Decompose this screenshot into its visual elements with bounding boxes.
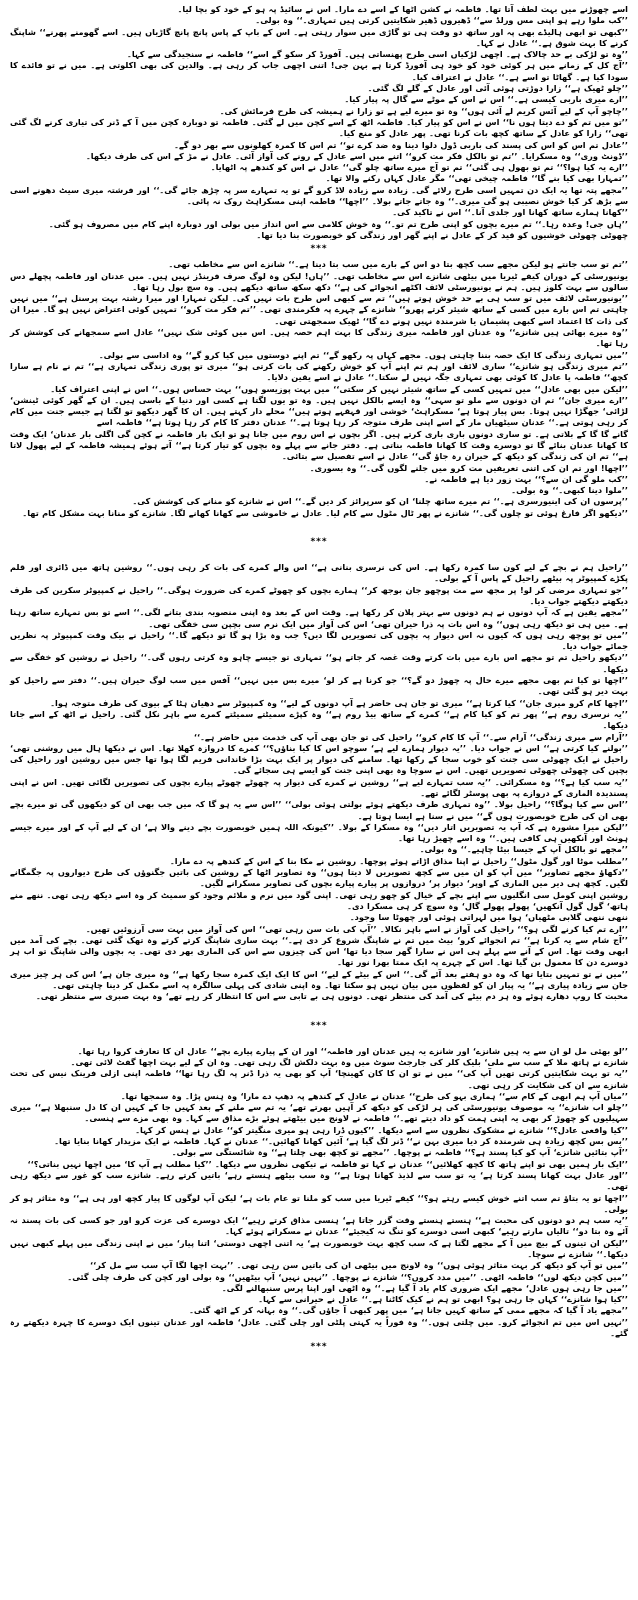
paragraph: ’’مجھے یقین ہے کہ آپ دونوں نے ہم دونوں سے بہتر پلان کر رکھا ہے۔ وقت اس کے بعد وہ اپنی منصوبہ بندی بتانے لگی۔‘‘ اسے تو بس تمہارے ساتھ رہنا ہے۔ میں ہی تو دیکھ رہی ہوں‘‘ وہ اس بات پہ ذرا حیران تھی‘ اس کی آواز میں ایک نرم سی بچپن سی خفگی تھی۔ [10,607,628,629]
paragraph: ’’چاچو آپ کے لیے آئس کریم لے آئی ہوں‘‘ وہ تو میرے لیے ہے تو زارا نے ہمیشہ کی طرح فرمائش کی۔ [219,105,628,116]
paragraph: ’’میں کچن دیکھ لوں‘‘ فاطمہ اٹھی۔ ’’میں مدد کروں؟‘‘ شانزے نے پوچھا۔ ’’نہیں نہیں‘ آپ بیٹھیں‘‘ وہ بولی اور کچن کی طرف چلی گئی۔ [67,1271,628,1282]
paragraph: ’’میں تو آپ کو دیکھ کر بہت متاثر ہوئی ہوں‘‘ وہ لاونج میں بیٹھی ان کی باتیں سن رہی تھی۔ ’’بہت اچھا لگا آپ سب سے مل کر‘‘ [89,1260,628,1271]
paragraph: گانے گا گا کے بلاتی ہے۔ تو ساری دونوں باری باری کرتے ہیں۔ اگر بچوں نے اس روم میں جانا ہو تو ایک بار فاطمہ نے کچن گی اگلی بار عدنان‘ ایک وقت کا کھانا عدنان بنائے گا تو دوسرے وقت کا کھانا فاطمہ بناتی ہے۔ دفتر جانے سے پہلے وہ بچوں کو تیار کرتا ہے‘‘ آتے ہوئے ہمیشہ فاطمہ کے لیے پھول لاتا ہے‘‘ تم ان کی زندگی کو دیکھ کے حیران رہ جاؤ گی‘‘ عادل نے اسے تفصیل سے بتائی۔ [10,428,628,462]
story-section-3 [10,562,628,1003]
paragraph: ’’ڈونٹ وری‘‘ وہ مسکرایا۔ ’’تم تو بالکل فکر مت کرو‘‘ اتنے میں اسے عادل کے رونے کی آواز آئی۔ عادل نے مڑ کے اس کی طرف دیکھا۔ [86,150,628,161]
paragraph: ’’اچھا! اور تم ان کی اتنی تعریفیں مت کرو میں جلنے لگوں گی۔‘‘ وہ بسوری۔ [309,462,628,473]
paragraph: ’’میں جا رہی ہوں عادل‘ مجھے ایک ضروری کام یاد آ گیا ہے۔‘‘ وہ اٹھی اور اپنا پرس سنبھالنے لگی۔ [221,1282,628,1293]
paragraph: ’’لو بھئی مل لو ان سے یہ ہیں شانزے‘ اور شانزے یہ ہیں عدنان اور فاطمہ‘‘ اور ان کے پیارے پیارے بچے‘‘ عادل ان کا تعارف کروا رہا تھا۔ [77,1045,628,1056]
story-section-4 [10,1046,628,1340]
section-separator: *** [310,537,328,548]
paragraph: ’’ارے میری باربی کیسی ہے۔‘‘ اس نے اس کے موٹے سے گال پہ پیار کیا۔ [344,94,628,105]
paragraph: محبت کا روپ دھارے ہوئے وہ ہر دم بیٹے کی آمد کی منتظر تھی۔ دونوں ہی بے تابی سے اس کا انتظار کر رہے تھے‘ وہ بہت صبری سے منتظر تھی۔ [35,991,628,1002]
paragraph: ’’آج کل کے زمانے میں ہر کوئی خود کو خود ہی آفورڈ کرتا ہے بہن جی! اتنی اچھی جاب کر رہی ہے۔ والدین کی بھی اکلوتی ہے۔ میں نے تو فائدے کا سودا کیا ہے۔ گھاٹا تو اسے ہے۔‘‘ عادل نے اعتراف کیا۔ [10,60,628,82]
story-section-1 [10,4,628,241]
paragraph: ’’وہ میرے بھائی ہیں شانزے‘‘ وہ عدنان اور فاطمہ میری زندگی کا بہت اہم حصہ ہیں۔ اس میں کوئی شک نہیں‘‘ عادل اسے سمجھانے کی کوشش کر رہا تھا۔ [10,327,628,349]
paragraph: ’’مجھے یاد آ گیا کہ مجھے ممی کے ساتھ کہیں جانا ہے‘ میں پھر کبھی آ جاؤں گی۔‘‘ وہ بہانہ کر کے اٹھ گئی۔ [189,1305,628,1316]
paragraph: ’’یہ سب کیا ہے؟‘‘ وہ مسکرائی۔ ’’یہ سب تمہارے لیے ہے‘‘ روشین نے کمرے کی دیوار پہ چھوٹے چھوٹے پیارے بچوں کی تصویریں لگائی تھیں۔ اس نے اپنی پسندیدہ الماری کے دروازے پہ بھی پوسٹر لگائے تھے۔ [10,776,628,798]
paragraph: ’’دیکھو راحیل تم تو مجھے اس بارے میں بات کرتے وقت غصہ کر جاتے ہو‘‘ تمہاری تو جیسے چاہو وہ کرتی رہوں گی۔‘‘ راحیل نے روشین کو خفگی سے دیکھا۔ [10,652,628,674]
paragraph: ’’راحیل ہم نے بچے کے لیے کون سا کمرہ رکھا ہے۔ اس کی نرسری بنانی ہے‘‘ اس والے کمرے کی بات کر رہی ہوں۔‘‘ روشین ہاتھ میں ڈائری اور قلم پکڑے کمپیوٹر پہ بیٹھے راحیل کے پاس آ کے بولی۔ [10,562,628,584]
paragraph: ’’نہیں اس میں تم انجوائے کرو۔ میں چلتی ہوں۔‘‘ وہ فوراً یہ کہتی پلٹی اور چلی گئی۔ عادل‘ فاطمہ اور عدنان تینوں ایک دوسرے کا چہرہ دیکھتے رہ گئے۔ [10,1316,628,1339]
paragraph: ’’میں نے تو تمہیں بتایا تھا کہ وہ دو ہفتے بعد آئے گی۔‘‘ اس کے بیٹے کے لیے‘‘ اس کا ایک ایک کمرہ سجا رکھا ہے‘‘ وہ میری جان ہے‘ اس کی ہر چیز میری جان سے زیادہ پیاری ہے‘‘ یہ پیار ان کو لفظوں میں بیان نہیں ہو سکتا تھا۔ وہ اپنی شادی کی پہلی سالگرہ پہ اسے مکمل کر دینا چاہتی تھی۔ [10,968,628,991]
paragraph: ’’اچھا تو کیا تم بھی مجھے میرے حال پہ چھوڑ دو گے؟‘‘ جو کرنا ہے کر لو‘ میرے بس میں نہیں‘‘ آفس میں سب لوگ حیران ہیں۔‘‘ دفتر سے راحیل کو بہت دیر ہو گئی تھی۔ [10,675,628,697]
paragraph: ’’اچھا تو یہ بتاؤ تم سب اتنے خوش کیسے رہتے ہو؟‘‘ کیفے ٹیریا میں سب کو ملنا تو عام بات ہے‘ لیکن آپ لوگوں کا پیار کچھ اور ہی ہے‘‘ وہ متاثر ہو کر بولی۔ [10,1192,628,1214]
paragraph: ’’کب ملوا رہے ہو اپنی مس ورلڈ سے‘‘ ڈھیروں ڈھیر شکایتیں کرتی ہیں تمہاری۔‘‘ وہ بولی۔ [255,15,628,26]
paragraph: ’’اچھا کام کرو میری جان‘‘ کیا کرتا ہے‘‘ میری تو جان ہی حاضر ہے آپ دونوں کے لیے‘‘ وہ کمپیوٹر سے دھیان ہٹا کے بیوی کی طرف متوجہ ہوا۔ [50,697,628,708]
paragraph: ’’پرسوں ان کی اینیورسری ہے۔‘‘ تم میرے ساتھ چلنا‘ ان کو سرپرائز کر دیں گے۔‘‘ اس نے شانزے کو منانے کی کوشش کی۔ [132,496,628,507]
paragraph: ’’لیکن ان تینوں کے بیچ میں آ کے مجھے لگتا ہے کہ سب کچھ بہت خوبصورت ہے‘ یہ اتنی اچھی دوستی‘ اتنا پیار‘ میں نے اپنی زندگی میں پہلے کبھی نہیں دیکھا۔‘‘ شانزے نے سوچا۔ [10,1237,628,1259]
paragraph: ’’بولنے کیا کرتی ہے‘‘ اس نے جواب دیا۔ ’’یہ دیوار ہمارے لیے ہے‘ سوچو اس کا کیا بناؤں؟‘‘ کمرے کا دروازہ کھلا تھا۔ اس نے دیکھا ہال میں روشنی تھی‘ راحیل نے ایک چھوٹی سی جنت کو خوب سجا کے رکھا تھا۔ سامنے کی دیوار پر ایک بہت بڑا خاندانی فریم لگا ہوا تھا جس میں روشین اور راحیل کی بچپن کی چھوٹی چھوٹی تصویریں تھیں۔ اس نے سوچا وہ بھی اپنی جنت کو ایسے ہی سجائے گی۔ [10,742,628,776]
section-separator: *** [310,1020,328,1031]
section-separator: *** [310,1342,328,1353]
paragraph: ’’اور عادل بہت کھانا پسند کرتا ہے‘ یہ تو سب سے لذیذ کھانا ہوتا ہے‘‘ وہ سب بیٹھے ہنستے رہے‘ باتیں کرتے رہے۔ شانزے سب کو غور سے دیکھ رہی تھی۔ [10,1169,628,1192]
paragraph: ’’جو تمہاری مرضی کر لو! پر مجھ سے مت پوچھو جان بوجھ کر‘‘ ہمارے بچوں کو چھوٹے کمرے کی ضرورت ہوگی۔‘‘ راحیل نے کمپیوٹر سکرین کی طرف دیکھتے دیکھتے جواب دیا۔ [10,584,628,606]
paragraph: ’’کبھی تو ابھی ہالیڈے بھی پہ اور ساتھ دو وقت ہی تو گاڑی میں سوار رہتی ہے۔ اس کے باپ کے پاس پانچ پانچ گاڑیاں ہیں۔ اسے گھومنے پھرنے‘‘ شاپنگ کرنے کا بہت شوق ہے۔‘‘ عادل نے کہا۔ [10,26,628,48]
section-separator: *** [310,244,328,255]
paragraph: اسے چھوڑنے میں بہت لطف آتا تھا۔ فاطمہ نے کشن اٹھا کے اسے دے مارا۔ اس نے سائیڈ پہ ہو کے خود کو بچا لیا۔ [177,4,628,14]
paragraph: ’’کیا واقعی عادل؟‘‘ شانزے نے مشکوک نظروں سے اسے دیکھا۔ ’’کیوں ڈرا رہی ہو میری منگیتر کو‘‘ عادل نے ہنس کر کہا۔ [135,1124,628,1135]
paragraph: ’’آرام سے میری زندگی‘‘ آرام سے۔‘‘ آپ کا کام کرو‘‘ راحیل کی تو جان بھی آپ کی خدمت میں حاضر ہے۔‘‘ [193,731,628,742]
paragraph: ’’یونیورسٹی لائف میں تو سب ہی بے حد خوش ہوتے ہیں‘‘ تم سے کبھی اس طرح بات نہیں کی۔ لیکن تمہارا اور میرا رشتہ بہت پرسنل ہے‘‘ میں نہیں چاہتی تم اس بارے میں کسی کے ساتھ شیئر کرتے پھرو‘‘ شانزے کے چہرے پہ فکرمندی تھی۔ ’’تم فکر مت کرو‘‘ تمہیں کوئی اعتراض نہیں ہو گا۔ میرا ان کی ذات کا اعتماد اسے کبھی پشیمان یا شرمندہ نہیں ہونے دے گا‘‘ ٹھیک سمجھتی تھی۔ [10,293,628,326]
paragraph: ’’دیکھو اگر فارغ ہوئی تو چلوں گی۔‘‘ شانزے نے پھر ٹال مٹول سے کام لیا۔ عادل نے خاموشی سے کھانا کھانے لگا۔ شانزے کو منانا بہت مشکل کام تھا۔ [22,507,628,518]
paragraph: ’’تم تو سب جانتے ہو لیکن مجھے سب کچھ بتا دو اس کے بارے میں سب بتا دینا ہے۔‘‘ شانزے اس سے مخاطب تھی۔ [168,259,628,270]
paragraph: ’’وہ تو لڑکی بے حد چالاک ہے۔ اچھی لڑکیاں اسی طرح پھنساتی ہیں۔ آفورڈ کر سکو گے اسے‘‘ فاطمہ نے سنجیدگی سے کہا۔ [127,49,628,60]
paragraph: ’’میں تو پوچھ رہی ہوں کہ کیوں نہ اس دیوار پہ بچوں کی تصویریں لگا دیں؟ جب وہ بڑا ہو گا تو دیکھے گا۔‘‘ راحیل نے بیک وقت کمپیوٹر پہ نظریں جمائے جواب دیا۔ [10,629,628,652]
paragraph: ’’یہ سب ہم دو دونوں کی محبت ہے‘‘ ہنستے ہنستے وقت گزر جاتا ہے‘ ہنسی مذاق کرتے رہیے‘‘ ایک دوسرے کی عزت کرو اور جو کسی کی بات پسند نہ آئے وہ بتا دو‘‘ تالیاں مارتے رہیے‘ کبھی اسی دوسرے کو تنگ نہ کیجیئے‘‘ عدنان نے مسکراتے ہوئے کہا۔ [10,1215,628,1237]
paragraph: ’’تمہارا بھی کیا بنے گا‘‘ فاطمہ چیخی تھی‘‘ مگر عادل کہاں رکنے والا تھا۔ [325,173,628,184]
paragraph: ’’آج شام سے یہ کرنا ہے‘‘ تم انجوائے کرو‘ بیٹ میں تم نے شاپنگ شروع کر دی ہے۔‘‘ بہت ساری شاپنگ کرتے کرتے وہ تھک گئی تھی۔ بچے کی آمد میں ابھی وقت تھا۔ اس کے آنے سے پہلے ہی اس نے سارا گھر سجا دیا تھا‘ اس کی چیزوں سے اس کی الماری بھر دی تھی۔ یہ بچوں والی شاپنگ تو اب ہر دوسرے دن کا معمول بن گیا تھا۔ اس کے چہرے پہ ایک ممتا بھرا نور تھا۔ [10,934,628,968]
paragraph: ’’لیکن میرا مشورہ ہے کہ آپ یہ تصویریں اتار دیں‘‘ وہ مسکرا کے بولا۔ ’’کیونکہ اللہ ہمیں خوبصورت بچے دینے والا ہے‘ ان کے لیے آپ کے اور میرے جیسے ہونٹ اور آنکھیں ہی کافی ہیں۔‘‘ وہ اسے چھیڑ رہا تھا۔ [10,821,628,844]
paragraph: ’’ارے تم کیا کرنے لگی ہو؟‘‘ راحیل کی آواز نے اسے باہر نکالا۔ ’’آپ کی بات سن رہی تھی‘‘ اس کی آواز میں بہت سی آرزوئیں تھیں۔ [85,923,628,934]
paragraph: ’’آپ بتائیں شانزے‘ آپ کو کیا پسند ہے؟‘‘ فاطمہ نے پوچھا۔ ’’مجھے تو کچھ بھی چلتا ہے‘‘ وہ شائستگی سے بولی۔ [171,1147,628,1158]
paragraph: ’’مطلب موٹا اور گول مٹول‘‘ راحیل نے اپنا مذاق اڑاتے ہوئے پوچھا۔ روشین نے مکا بنا کے اس کے کندھے پہ دے مارا۔ [169,855,628,866]
paragraph: ’’میاں آپ ہم ابھی کے کام سے‘‘ ہماری بہو کی طرح‘‘ عدنان نے عادل کے کندھے پہ دھپ دے مارا‘ وہ ہنس پڑا۔ وہ سمجھا تھا۔ [120,1090,628,1101]
paragraph: شانزے نے ہاتھ ملا کے سب سے ملی‘ بلیک کلر کی جارجٹ سوٹ میں وہ بہت دلکش لگ رہی تھی۔ وہ ان کے لیے بہت اچھا گفٹ لائی تھی۔ [70,1056,628,1067]
paragraph: ’’کیا ہوا شانزے‘‘ کہاں جا رہی ہو؟ ابھی تو ہم نے کیک کاٹنا ہے۔‘‘ عادل نے حیرانی سے کہا۔ [258,1294,628,1305]
paragraph: ’’عادل تم اس کو اس کی پسند کی باربی ڈول دلوا دینا وہ ضد کرے تو‘‘ تم اس کا کمرہ کھلونوں سے بھر دو گے۔ [174,139,628,150]
paragraph: روشین اپنی کومل سی انگلیوں سے اپنے بچے کے خیال کو چھو رہی تھی۔ اپنی گود میں نرم و ملائم وجود کو سمیٹ کر وہ اسے دیکھ رہی تھی۔ ننھے منے ہاتھ‘ گول گول آنکھیں‘ پھولے پھولے گال‘ وہ سوچ کر ہی مسکرا دی۔ [10,889,628,911]
paragraph: ’’مجھے پتہ تھا یہ ایک دن تمہیں اسی طرح رلائے گی۔ زیادہ سے زیادہ لاڈ کرو گے تو یہ تمہارے سر پہ چڑھ جائے گی۔‘‘ اور فرشتہ میری سیٹ دھونے اسی سے بڑھ کر کیا خوش نصیبی ہو گی میری۔‘‘ وہ جاتے جاتے بولا۔ ’’اچھا‘‘ فاطمہ اپنی مسکراہٹ روک نہ پائی۔ [10,184,628,207]
paragraph: ’’اس سے کیا ہوگا؟‘‘ راحیل بولا۔ ’’وہ تمہاری طرف دیکھتے ہوئے بولتی ہوئی بولی‘‘ ’’اس سے یہ ہو گا کہ میں جب بھی ان کو دیکھوں گی تو میرے بچے بھی ان کی طرح خوبصورت ہوں گے‘‘ میں نے سنا ہے ایسا ہوتا ہے۔ [10,799,628,821]
paragraph: ’’چلو اب شانزے‘‘ یہ موصوف یونیورسٹی کی ہر لڑکی کو دیکھ کر آہیں بھرتے تھے‘ یہ تم سے ملنے کے بعد کہیں جا کے کہیں ان کا دل سنبھلا ہے‘‘ میری سہیلیوں کو چھوڑ کر بھی یہ اپنی ہمت کو داد دیتے تھے۔‘‘ فاطمہ نے لاونج میں بیٹھتے ہوئے بڑے مذاق سے کہا۔ وہ بھی مزے سے ہنسی۔ [10,1102,628,1124]
paragraph: ’’تم میری زندگی ہو شانزے‘‘ ساری لائف اور ہم تم اپنے آپ کو خوش رکھنے کی بات کرتی ہو‘‘ میری تو پوری زندگی تمہاری ہے‘‘ تم نے نام ہے سارا کچھ‘‘ فاطمہ یا عادل کا کوئی بھی تمہاری جگہ نہیں لے سکتا۔‘‘ عادل نے اسے یقین دلایا۔ [10,360,628,383]
paragraph: ’’ملوا دینا کبھی۔‘‘ وہ بولی۔ [511,485,628,496]
paragraph: ’’کب ملو گی ان سے؟‘‘ بہت زور دیا ہے فاطمہ نے۔ [424,473,628,484]
paragraph: ’’ارے میری جان‘‘ تم ان دونوں سے ملو تو سہی‘‘ وہ ایسے بالکل نہیں ہیں۔ وہ تو یوں لگتا ہے کسی اور دنیا کے باسی ہیں۔ ان کے گھر کوئی ٹینشن‘ لڑائی‘ جھگڑا نہیں ہوتا۔ بس پیار ہوتا ہے‘ مسکراہٹ‘ خوشی اور قہقہے ہوتے ہیں‘‘ محلے دار کہتے ہیں۔ ان کا گھر دیکھو تو لگتا ہے جیسے جنت میں کام کر رہی ہوتی ہے۔‘‘ عدنان سیٹھیاں مار کے اسے اپنی طرف متوجہ کر رہا ہوتا ہے۔‘‘ عدنان دفتر کا کام کر رہا ہوتا ہے‘‘ فاطمہ اسے [10,394,628,428]
paragraph: ’’ارے یہ کیا ہوا؟‘‘ تم تو بھول ہی گئی‘‘ تم تو آج میرے ساتھ چلو گی‘‘ عادل نے اس کو کندھے پہ اٹھایا۔ [210,162,628,173]
paragraph: ’’یہ تو بہت شکایتیں کرتی تھیں آپ کی‘‘ میں نے تو ان کا کان کھینچا‘ آپ کو بھی یہ ذرا ڈنر پہ لگ رہا تھا‘‘ فاطمہ اپنی ازلی فرینک نیس کی تحت شانزے سے ان کی شکایت کر رہی تھی۔ [10,1068,628,1090]
story-section-2 [10,259,628,519]
paragraph: ’’ہاں جی! وعدہ رہا۔‘‘ تم میرے بچوں کو اپنی طرح تم تو۔‘‘ وہ خوش کلامی سے اس انداز میں بولی اور دوبارہ اپنے کام میں مصروف ہو گئی۔ [48,218,628,229]
paragraph: ’’میں تمہاری زندگی کا ایک حصہ بننا چاہتی ہوں۔ مجھے کہاں پہ رکھو گے‘‘ تم اپنے دوستوں میں کیا کرو گے‘‘ وہ اداسی سے بولی۔ [98,349,628,360]
paragraph: ’’تو میں تم کو دے دیتا ہوں نا‘‘ اس نے اس کو پیار کیا۔ فاطمہ اٹھ کے اسے کچن میں لے گئی۔ فاطمہ تو دوبارہ کچن میں آ کے ڈنر کی تیاری کرنے لگ گئی تھی‘‘ زارا کو عادل کے ساتھ کچھ بات کرنا تھی۔ پھر عادل کو منع کیا۔ [10,116,628,139]
paragraph: یونیورسٹی کے دوران کیفے ٹیریا میں بیٹھی شانزے اس سے مخاطب تھی۔ ’’ہاں! لیکن وہ لوگ صرف فرینڈز نہیں ہیں۔ میں عدنان اور فاطمہ پچھلے دس سالوں سے بہت کلوز ہیں۔ ہم نے یونیورسٹی لائف اکٹھے انجوائے کی ہے‘‘ دکھ سکھ ساتھ دیکھے ہیں۔ وہ سچ بول رہا تھا۔ [10,270,628,292]
paragraph: ’’یہ نرسری روم ہے‘‘ پھر تم کو کیا کام ہے‘‘ کمرے کے ساتھ بیڈ روم ہے‘‘ وہ کپڑے سمیٹتے سمیٹتے کمرے سے باہر نکل گئی۔ راحیل نے اٹھ کے اسے جاتا دیکھا۔ [10,708,628,731]
paragraph: ’’لیکن میں بھی عادل‘‘ میں تمہیں کسی کے ساتھ شیئر نہیں کر سکتی‘‘ میں بہت پوزیسو ہوں‘‘ بہت حساس ہوں۔‘‘ اس نے اپنی اعتراف کیا۔ [50,383,628,394]
paragraph: ’’ایک بار ہمیں بھی تو اپنے ہاتھ کا کچھ کھلائیں‘‘ عدنان نے کہا تو فاطمہ نے تیکھی نظروں سے دیکھا۔ ’’کیا مطلب ہے آپ کا‘ میں اچھا نہیں بناتی؟‘‘ [27,1158,628,1169]
paragraph: ’’کھانا ہمارے ساتھ کھانا اور جلدی آنا۔‘‘ اس نے تاکید کی۔ [392,207,628,218]
paragraph: ’’مجھے تو بالکل آپ کے جیسا بیٹا چاہیے۔‘‘ وہ بولی۔ [419,844,628,855]
paragraph: ’’بس بس کچھ زیادہ ہی شرمندہ کر دیا میری بہن نے‘‘ ڈنر لگ گیا ہے‘ آئیں کھانا کھائیں۔‘‘ عدنان نے کہا۔ فاطمہ نے ایک مزیدار کھانا بنایا تھا۔ [54,1136,628,1147]
paragraph: ’’دکھاؤ مجھے تصاویر‘‘ میں آپ کو ان میں سے کچھ تصویریں لا دیتا ہوں‘‘ وہ تصاویر اٹھا کے روشین کی باتیں جگنوؤں کی طرح دیواروں پہ جگمگانے لگیں۔ کچھ ہی دیر میں الماری کے اوپر‘ دیوار پر‘ دروازوں پر پیارے پیارے بچوں کی تصاویر مسکرانے لگیں۔ [10,867,628,889]
paragraph: ’’چلو ٹھیک ہے‘‘ زارا دوڑتی ہوئی آئی اور عادل کے گلے لگ گئی۔ [367,83,628,94]
paragraph: چھوٹی چھوٹی خوشیوں کو قید کر کے عادل نے اپنے گھر اور زندگی کو خوبصورت بنا دیا تھا۔ [256,229,628,240]
paragraph: ننھی ننھی گلابی مٹھیاں‘ ہوا میں لہراتی ہوئی اور چھوٹا سا وجود۔ [349,912,628,923]
